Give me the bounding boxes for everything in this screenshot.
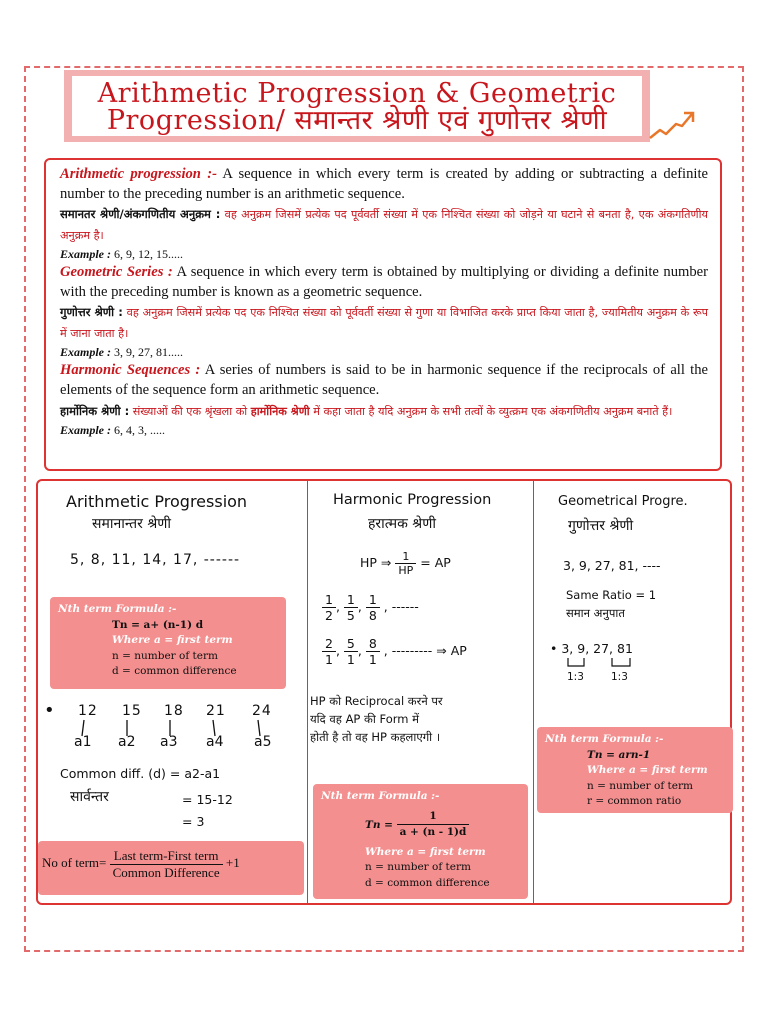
ap-label-a3: a3 [160,734,178,750]
title-line-2: Progression/ समान्तर श्रेणी एवं गुणोत्तर श्रेणी [106,105,608,136]
ap-label-a5: a5 [254,734,272,750]
ap-formula-heading: Nth term Formula :- [58,603,177,615]
no-of-term-plus: +1 [225,854,240,870]
bullet-dot: • [44,700,55,721]
ap-formula-d: d = common difference [112,665,237,677]
gp-formula-r: r = common ratio [587,795,682,807]
hp-note: HP को Reciprocal करने पर यदि वह AP की Form में होती है तो वह HP कहलाएगी । [310,694,443,744]
gp-ratio-brackets [566,656,636,670]
ap-term-4: 21 [206,703,226,719]
hp-formula-n: n = number of term [365,861,471,873]
hp-heading: Harmonic Sequences : [60,362,201,379]
ap-formula-where: Where a = first term [112,634,233,646]
hp-text: A series of numbers is said to be in harmonic sequence if the reciprocals of all the elements of the sequence form an arithmetic sequence. [60,362,708,398]
gp-ratio-a: 1:3 [567,671,584,683]
ap-label-a2: a2 [118,734,136,750]
common-diff-result: = 3 [182,814,205,829]
hp-example: Example : 6, 4, 3, ..... [60,422,165,437]
ap-formula-box [50,597,286,689]
no-of-term-denominator: Common Difference [112,864,220,880]
ap-hindi [60,204,708,246]
hp-formula-box [313,784,528,899]
hp-definition [60,361,708,400]
ap-hindi-heading: समानतर श्रेणी/अंकगणितीय अनुक्रम : [60,207,221,222]
ap-heading: Arithmetic progression :- [60,166,217,182]
gp-heading: Geometric Series : [60,264,173,281]
no-of-term-label: No of term= [42,854,107,870]
no-of-term-box [38,841,304,895]
ap-definition [60,165,708,204]
column-divider [533,481,534,903]
title-line-1: Arithmetic Progression & Geometric [97,78,617,109]
ap-sequence: 5, 8, 11, 14, 17, ------ [70,552,241,568]
ap-example: Example : 6, 9, 12, 15..... [60,247,183,262]
hp-hindi-heading: हार्मोनिक श्रेणी : [60,403,130,418]
gp-formula-n: n = number of term [587,779,693,792]
hp-equation: HP ⇒ $\frac{1}{HP}$ = AP [360,550,451,577]
ap-column-subtitle: समानान्तर श्रेणी [92,516,171,532]
ap-label-a1: a1 [74,734,92,750]
gp-ratio-hindi: समान अनुपात [566,606,625,620]
hp-column-title: Harmonic Progression [333,492,492,508]
ap-term-2: 15 [122,703,142,719]
gp-sequence-2: • 3, 9, 27, 81 [550,641,633,656]
gp-definition [60,263,708,302]
gp-column-subtitle: गुणोत्तर श्रेणी [568,518,634,534]
column-divider [307,481,308,903]
gp-ratio-line: Same Ratio = 1 [566,588,657,602]
common-diff-value: = 15-12 [182,792,233,807]
ap-label-a4: a4 [206,734,224,750]
gp-hindi-text: वह अनुक्रम जिसमें प्रत्येक पद एक निश्चित संख्या को पूर्ववर्ती संख्या से गुणा या विभाजित करके प्राप्त किया जाता है, ज्यामितीय अनुक्रम के रूप में जाना जाता है। [60,306,708,341]
common-diff-line: Common diff. (d) = a2-a1 [60,766,221,781]
trend-up-arrow-icon [648,108,696,144]
ap-term-3: 18 [164,703,184,719]
gp-example: Example : 3, 9, 27, 81..... [60,345,183,360]
common-diff-hindi: सार्वन्तर [70,789,109,805]
hp-formula-heading: Nth term Formula :- [321,790,440,802]
hp-column-subtitle: हरात्मक श्रेणी [368,516,436,532]
hp-sequence-ap: $\frac{2}{1}$ , $\frac{5}{1}$ , $\frac{8}{1}$ , --------- ⇒ AP [322,636,467,667]
ap-term-1: 12 [78,703,98,719]
gp-hindi-heading: गुणोत्तर श्रेणी : [60,305,123,320]
gp-formula-heading: Nth term Formula :- [545,733,664,745]
title-block [72,76,642,136]
definitions-box [44,158,722,471]
gp-hindi [60,302,708,344]
no-of-term-numerator: Last term-First term [110,848,223,865]
gp-formula-eq: Tn = arn-1 [587,748,651,761]
ap-hindi-text: वह अनुक्रम जिसमें प्रत्येक पद पूर्ववर्ती संख्या में एक निश्चित संख्या को जोड़ने या घटाने से बनता है, एक अंकगतिणीय अनुक्रम है। [60,208,708,243]
hp-formula-where: Where a = first term [365,845,486,858]
hp-sequence-reciprocal: $\frac{1}{2}$ , $\frac{1}{5}$ , $\frac{1}{8}$ , ------ [322,592,419,623]
ap-text: A sequence in which every term is created by adding or subtracting a definite number to the preceding number is an arithmetic sequence. [60,166,708,202]
hp-hindi: हार्मोनिक श्रेणी : संख्याओं की एक श्रृंखला को हार्मोनिक श्रेणी में कहा जाता है यदि अनुक्रम के सभी तत्वों के व्युत्क्रम एक अंकगणितीय अनुक्रम बनाते हैं। [60,403,673,418]
hp-formula-d: d = common difference [365,876,490,889]
gp-column-title: Geometrical Progre. [558,494,688,509]
ap-term-5: 24 [252,703,272,719]
gp-text: A sequence in which every term is obtained by multiplying or dividing a definite number with the preceding number is known as a geometric sequence. [60,264,708,300]
gp-formula-box [537,727,733,813]
hp-formula-eq: Tn = $\frac{1}{a + (n - 1)d}$ [321,809,520,841]
ap-formula-eq: Tn = a+ (n-1) d [112,618,204,631]
no-of-term-fraction [110,848,223,880]
ap-formula-n: n = number of term [112,649,218,662]
gp-sequence: 3, 9, 27, 81, ---- [563,558,661,573]
gp-formula-where: Where a = first term [587,764,708,776]
ap-column-title: Arithmetic Progression [66,492,248,511]
gp-ratio-b: 1:3 [611,671,628,683]
